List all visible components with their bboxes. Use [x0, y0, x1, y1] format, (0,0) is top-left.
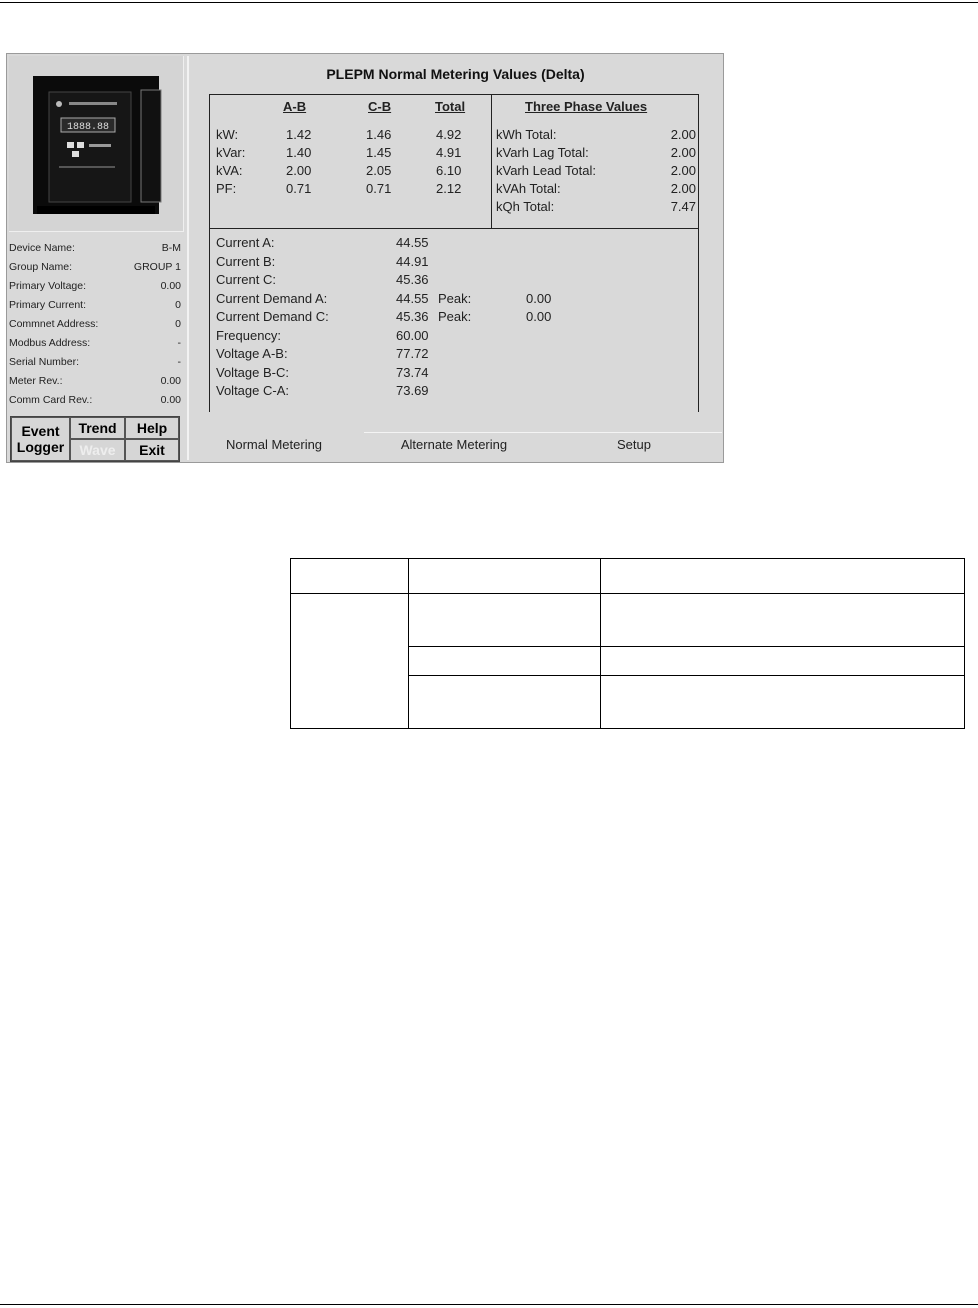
phase-total-value: 2.12 [436, 181, 462, 196]
phase-values-box [209, 94, 699, 229]
table-cell [601, 647, 965, 676]
phase-row-label: kVA: [216, 163, 243, 178]
device-info-value: 0.00 [160, 375, 181, 387]
metering-window [6, 53, 724, 463]
document-table [290, 558, 965, 729]
three-phase-label: kVarh Lag Total: [496, 145, 589, 160]
reading-label: Current B: [216, 253, 276, 269]
device-info-label: Commnet Address: [9, 318, 99, 330]
device-info-row [9, 239, 181, 258]
device-info-label: Group Name: [9, 261, 73, 273]
panel-title: PLEPM Normal Metering Values (Delta) [326, 66, 585, 82]
reading-label: Frequency: [216, 327, 282, 343]
reading-value: 60.00 [396, 327, 429, 343]
reading-label: Voltage A-B: [216, 346, 288, 361]
phase-total-value: 6.10 [436, 163, 462, 178]
wave-button: Wave [70, 439, 125, 461]
button-grid [10, 416, 180, 462]
peak-label: Peak: [438, 290, 472, 306]
device-info-label: Meter Rev.: [9, 375, 63, 387]
exit-button[interactable]: Exit [125, 439, 179, 461]
three-phase-label: kWh Total: [496, 127, 557, 142]
peak-value: 0.00 [526, 290, 552, 306]
reading-label: Current C: [216, 272, 276, 287]
device-info-label: Primary Voltage: [9, 280, 87, 292]
three-phase-value: 7.47 [670, 199, 696, 214]
peak-value: 0.00 [526, 309, 552, 324]
table-row [291, 594, 965, 647]
reading-value: 73.69 [396, 383, 429, 398]
current-voltage-box [209, 228, 699, 412]
device-info-value: 0.00 [160, 394, 181, 406]
header-cb: C-B [368, 99, 392, 114]
device-info-value: 0 [175, 299, 181, 311]
meter-device-illustration [9, 56, 183, 231]
table-cell [409, 647, 601, 676]
metering-panel [187, 56, 722, 460]
phase-ab-value: 1.42 [286, 127, 312, 142]
three-phase-value: 2.00 [670, 163, 696, 178]
reading-label: Voltage C-A: [216, 383, 289, 398]
device-info-row [9, 315, 181, 334]
device-info-value: 0.00 [160, 280, 181, 292]
event-label: Event [21, 423, 60, 439]
phase-cb-value: 1.46 [366, 127, 392, 142]
table-cell [409, 594, 601, 647]
bottom-rule [0, 1304, 978, 1305]
tab-bar [189, 432, 722, 458]
device-panel [9, 56, 185, 460]
device-info-value: - [177, 337, 181, 349]
device-image [9, 56, 184, 232]
device-info-row [9, 296, 181, 315]
device-info-label: Comm Card Rev.: [9, 394, 93, 406]
reading-value: 44.55 [396, 235, 429, 250]
phase-row-label: PF: [216, 181, 237, 196]
device-info-row [9, 334, 181, 353]
table-cell [409, 559, 601, 594]
table-cell [601, 594, 965, 647]
header-ab: A-B [283, 99, 307, 114]
phase-total-value: 4.91 [436, 145, 462, 160]
column-divider [491, 95, 492, 229]
table-cell [291, 594, 409, 729]
three-phase-label: kVAh Total: [496, 181, 561, 196]
phase-ab-value: 0.71 [286, 181, 312, 196]
device-info-row [9, 258, 181, 277]
device-info-value: - [177, 356, 181, 368]
device-info-row [9, 277, 181, 296]
phase-ab-value: 1.40 [286, 145, 312, 160]
tab-setup[interactable]: Setup [617, 437, 651, 452]
table-cell [409, 676, 601, 729]
table-cell [291, 559, 409, 594]
table-row [291, 559, 965, 594]
peak-label: Peak: [438, 309, 472, 324]
reading-value: 77.72 [396, 346, 429, 361]
phase-ab-value: 2.00 [286, 163, 312, 178]
trend-button[interactable]: Trend [70, 417, 125, 439]
device-display: 1888.88 [66, 122, 110, 133]
phase-row-label: kVar: [216, 145, 246, 160]
phase-row-label: kW: [216, 127, 239, 142]
device-info-row [9, 391, 181, 410]
reading-value: 45.36 [396, 272, 429, 287]
reading-label: Current Demand A: [216, 290, 328, 306]
help-button[interactable]: Help [125, 417, 179, 439]
table-cell [601, 676, 965, 729]
tab-normal-metering[interactable]: Normal Metering [225, 437, 323, 452]
three-phase-value: 2.00 [670, 145, 696, 160]
reading-label: Current A: [216, 235, 275, 250]
device-info-value: B-M [161, 242, 181, 254]
reading-value: 45.36 [396, 309, 429, 324]
device-info-list [9, 239, 181, 410]
table-cell [601, 559, 965, 594]
device-info-label: Modbus Address: [9, 337, 91, 349]
device-info-row [9, 353, 181, 372]
logger-label: Logger [16, 439, 65, 455]
three-phase-label: kVarh Lead Total: [496, 163, 596, 178]
reading-label: Current Demand C: [216, 309, 329, 324]
phase-total-value: 4.92 [436, 127, 462, 142]
event-logger-button[interactable] [11, 417, 70, 461]
header-three-phase: Three Phase Values [525, 99, 648, 114]
phase-cb-value: 1.45 [366, 145, 392, 160]
header-total: Total [435, 99, 466, 114]
phase-cb-value: 0.71 [366, 181, 392, 196]
tab-alternate-metering[interactable]: Alternate Metering [400, 437, 508, 452]
phase-cb-value: 2.05 [366, 163, 392, 178]
device-info-row [9, 372, 181, 391]
reading-label: Voltage B-C: [216, 364, 289, 380]
top-rule [0, 2, 978, 3]
three-phase-value: 2.00 [670, 181, 696, 196]
device-info-label: Serial Number: [9, 356, 80, 368]
three-phase-value: 2.00 [670, 127, 696, 142]
reading-value: 73.74 [396, 364, 429, 380]
device-info-label: Device Name: [9, 242, 75, 254]
three-phase-label: kQh Total: [496, 199, 555, 214]
reading-value: 44.55 [396, 290, 429, 306]
device-info-value: 0 [175, 318, 181, 330]
reading-value: 44.91 [396, 253, 429, 269]
device-info-value: GROUP 1 [133, 261, 181, 273]
device-info-label: Primary Current: [9, 299, 87, 311]
